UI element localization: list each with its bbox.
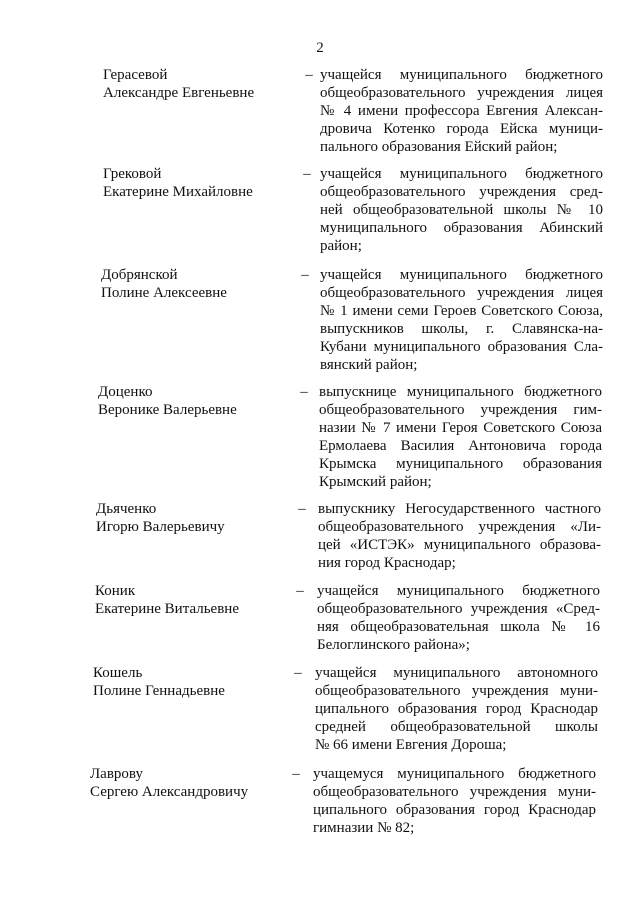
description-line: вянский район; [320, 357, 418, 373]
description-line: ципального образования город Краснодар [313, 802, 596, 818]
recipient-description [317, 582, 600, 654]
recipient-name-line: Дьяченко [96, 501, 157, 517]
description-line: Крымска муниципального образования [319, 456, 602, 472]
description-line: выпускнице муниципального бюджетного [319, 384, 602, 400]
separator-dash: – [300, 384, 308, 400]
description-line: пального образования Ейский район; [320, 139, 558, 155]
recipient-name-line: Александре Евгеньевне [103, 85, 255, 101]
separator-dash: – [298, 501, 306, 517]
separator-dash: – [294, 665, 302, 681]
recipient-description [320, 165, 603, 255]
recipient-name-line: Кошель [93, 665, 143, 681]
recipient-name [90, 765, 280, 801]
description-line: № 1 имени семи Героев Советского Союза, [320, 303, 603, 319]
description-line: дровича Котенко города Ейска муници- [320, 121, 603, 137]
recipient-name-line: Екатерине Витальевне [95, 601, 239, 617]
recipient-name-line: Герасевой [103, 67, 168, 83]
recipient-name-line: Грековой [103, 166, 162, 182]
recipient-description [320, 66, 603, 156]
description-line: Ермолаева Василия Антоновича города [319, 438, 602, 454]
separator-dash: – [301, 267, 309, 283]
description-line: общеобразовательного учреждения муни- [313, 784, 596, 800]
description-line: выпускнику Негосударственного частного [318, 501, 601, 517]
description-line: цей «ИСТЭК» муниципального образова- [318, 537, 601, 553]
description-line: общеобразовательного учреждения лицея [320, 285, 603, 301]
recipient-name-line: Сергею Александровичу [90, 784, 249, 800]
recipient-description [318, 500, 601, 572]
description-line: № 66 имени Евгения Дороша; [315, 737, 507, 753]
description-line: учащейся муниципального автономного [315, 665, 598, 681]
recipient-name-line: Коник [95, 583, 136, 599]
separator-dash: – [303, 166, 311, 182]
description-line: общеобразовательного учреждения сред- [320, 184, 603, 200]
description-line: общеобразовательного учреждения муни- [315, 683, 598, 699]
description-line: ципального образования город Краснодар [315, 701, 598, 717]
recipient-name [93, 664, 283, 700]
description-line: назии № 7 имени Героя Советского Союза [319, 420, 602, 436]
description-line: няя общеобразовательная школа № 16 [317, 619, 600, 635]
description-line: общеобразовательного учреждения лицея [320, 85, 603, 101]
description-line: учащемуся муниципального бюджетного [313, 766, 596, 782]
description-line: Кубани муниципального образования Сла- [320, 339, 603, 355]
description-line: район; [320, 238, 362, 254]
recipient-name [103, 165, 293, 201]
description-line: ней общеобразовательной школы № 10 [320, 202, 603, 218]
description-line: № 4 имени профессора Евгения Алексан- [320, 103, 603, 119]
description-line: учащейся муниципального бюджетного [317, 583, 600, 599]
description-line: учащейся муниципального бюджетного [320, 67, 603, 83]
recipient-name [98, 383, 288, 419]
recipient-name-line: Добрянской [101, 267, 178, 283]
recipient-description [319, 383, 602, 491]
separator-dash: – [296, 583, 304, 599]
description-line: общеобразовательного учреждения «Ли- [318, 519, 601, 535]
description-line: муниципального образования Абинский [320, 220, 603, 236]
recipient-description [315, 664, 598, 754]
recipient-name-line: Доценко [98, 384, 153, 400]
recipient-name-line: Полине Геннадьевне [93, 683, 225, 699]
description-line: общеобразовательного учреждения «Сред- [317, 601, 600, 617]
recipient-name-line: Веронике Валерьевне [98, 402, 237, 418]
separator-dash: – [292, 766, 300, 782]
recipient-name [103, 66, 293, 102]
description-line: учащейся муниципального бюджетного [320, 267, 603, 283]
recipient-description [313, 765, 596, 837]
recipient-name-line: Лаврову [90, 766, 143, 782]
recipient-name [101, 266, 291, 302]
recipient-name-line: Екатерине Михайловне [103, 184, 253, 200]
description-line: Крымский район; [319, 474, 432, 490]
recipient-description [320, 266, 603, 374]
recipient-name [95, 582, 285, 618]
description-line: выпускников школы, г. Славянска-на- [320, 321, 603, 337]
description-line: Белоглинского района»; [317, 637, 470, 653]
recipient-name-line: Полине Алексеевне [101, 285, 227, 301]
description-line: учащейся муниципального бюджетного [320, 166, 603, 182]
description-line: общеобразовательного учреждения гим- [319, 402, 602, 418]
recipient-name-line: Игорю Валерьевичу [96, 519, 225, 535]
recipient-name [96, 500, 286, 536]
description-line: гимназии № 82; [313, 820, 415, 836]
separator-dash: – [305, 67, 313, 83]
description-line: ния город Краснодар; [318, 555, 456, 571]
description-line: средней общеобразовательной школы [315, 719, 598, 735]
page-number: 2 [316, 40, 324, 56]
